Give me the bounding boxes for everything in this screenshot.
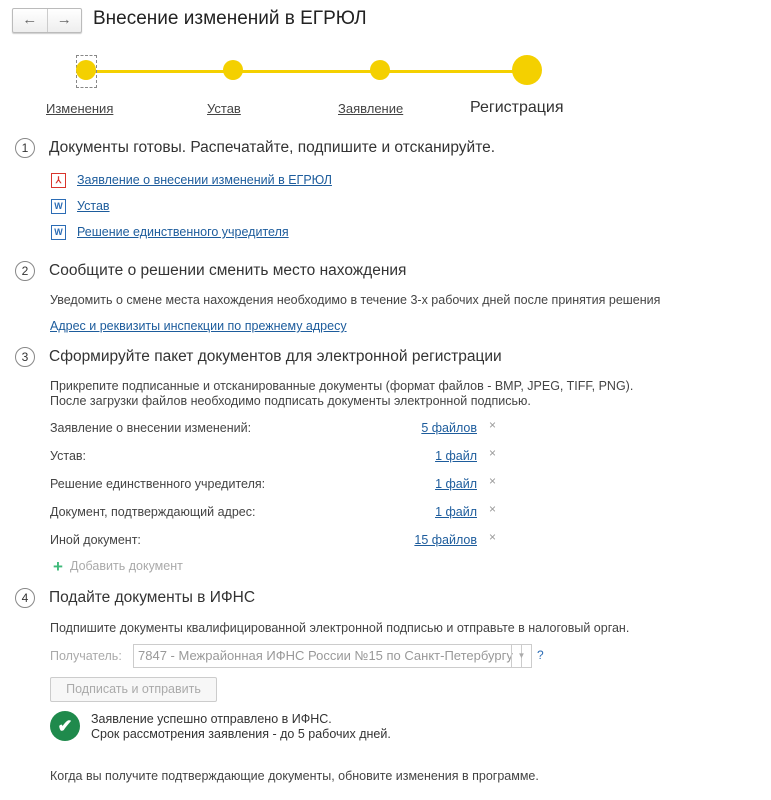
add-icon: +	[53, 557, 63, 576]
section-title: Сообщите о решении сменить место нахождения	[49, 262, 407, 279]
doc-link-application[interactable]: Заявление о внесении изменений в ЕГРЮЛ	[77, 173, 332, 187]
remove-icon[interactable]: ×	[489, 502, 497, 516]
step-dot-3[interactable]	[370, 60, 390, 80]
section-text: После загрузки файлов необходимо подписать документы электронной подписью.	[50, 394, 531, 408]
section-number: 3	[15, 347, 35, 367]
doc-row-label: Устав:	[50, 449, 87, 463]
doc-row-label: Решение единственного учредителя:	[50, 477, 266, 491]
doc-link-charter[interactable]: Устав	[77, 199, 110, 213]
doc-files-link[interactable]: 5 файлов	[421, 421, 477, 435]
section-title: Сформируйте пакет документов для электронной регистрации	[49, 348, 502, 365]
page-title: Внесение изменений в ЕГРЮЛ	[93, 8, 367, 29]
section-number: 2	[15, 261, 35, 281]
success-text: Срок рассмотрения заявления - до 5 рабочих дней.	[91, 727, 391, 741]
section-text: Подпишите документы квалифицированной электронной подписью и отправьте в налоговый орган.	[50, 621, 630, 635]
section-title: Подайте документы в ИФНС	[49, 589, 256, 606]
doc-files-link[interactable]: 1 файл	[435, 505, 477, 519]
pdf-icon: ⅄	[51, 173, 66, 188]
recipient-field[interactable]: 7847 - Межрайонная ИФНС России №15 по Санкт-Петербургу	[133, 644, 522, 668]
remove-icon[interactable]: ×	[489, 446, 497, 460]
step-registration: Регистрация	[470, 99, 564, 116]
doc-files-link[interactable]: 1 файл	[435, 449, 477, 463]
step-dot-1[interactable]	[76, 60, 96, 80]
step-charter[interactable]: Устав	[207, 101, 241, 116]
section-title: Документы готовы. Распечатайте, подпишите и отсканируйте.	[49, 139, 496, 156]
success-check-icon: ✔	[50, 711, 80, 741]
section-text: Уведомить о смене места нахождения необходимо в течение 3-х рабочих дней после принятия решения	[50, 293, 661, 307]
section-number: 4	[15, 588, 35, 608]
doc-files-link[interactable]: 15 файлов	[414, 533, 477, 547]
stepper-line	[86, 70, 528, 73]
doc-link-decision[interactable]: Решение единственного учредителя	[77, 225, 289, 239]
help-icon[interactable]: ?	[537, 648, 544, 662]
forward-button[interactable]: →	[56, 11, 72, 28]
doc-row-label: Документ, подтверждающий адрес:	[50, 505, 256, 519]
sign-and-send-button[interactable]: Подписать и отправить	[50, 677, 217, 702]
step-changes[interactable]: Изменения	[46, 101, 114, 116]
add-document-button[interactable]: Добавить документ	[70, 559, 183, 573]
footer-text: Когда вы получите подтверждающие документы, обновите изменения в программе.	[50, 769, 539, 783]
step-dot-2[interactable]	[223, 60, 243, 80]
nav-buttons	[12, 8, 82, 33]
section-text: Прикрепите подписанные и отсканированные документы (формат файлов - BMP, JPEG, TIFF, PNG).	[50, 379, 634, 393]
step-dot-4	[512, 55, 542, 85]
step-application[interactable]: Заявление	[338, 101, 404, 116]
remove-icon[interactable]: ×	[489, 530, 497, 544]
doc-row-label: Иной документ:	[50, 533, 141, 547]
recipient-label: Получатель:	[50, 649, 122, 663]
remove-icon[interactable]: ×	[489, 418, 497, 432]
doc-files-link[interactable]: 1 файл	[435, 477, 477, 491]
remove-icon[interactable]: ×	[489, 474, 497, 488]
section-number: 1	[15, 138, 35, 158]
inspection-address-link[interactable]: Адрес и реквизиты инспекции по прежнему адресу	[50, 319, 347, 333]
doc-row-label: Заявление о внесении изменений:	[50, 421, 252, 435]
back-button[interactable]: ←	[13, 9, 48, 32]
success-text: Заявление успешно отправлено в ИФНС.	[91, 712, 332, 726]
dropdown-icon[interactable]: ▼	[511, 644, 532, 668]
word-icon: W	[51, 199, 66, 214]
word-icon: W	[51, 225, 66, 240]
